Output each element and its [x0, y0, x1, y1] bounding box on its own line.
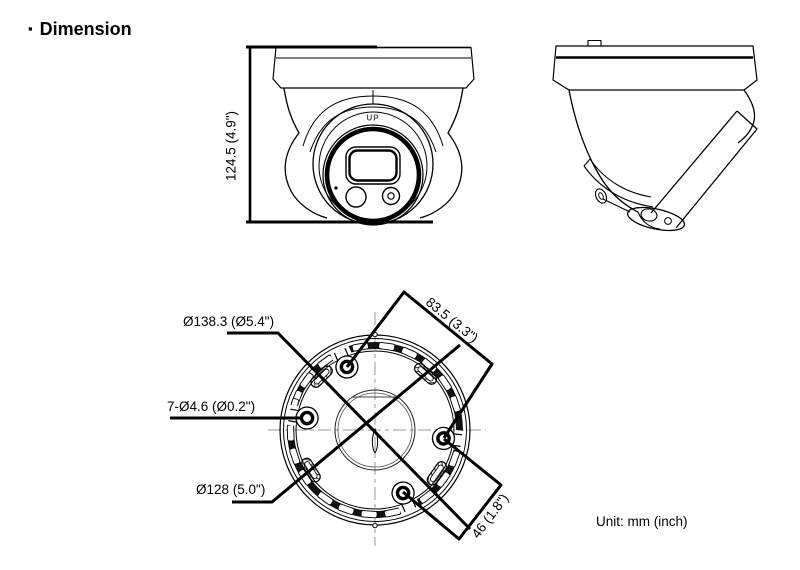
- front-shroud-right: [420, 88, 463, 218]
- side-view-drawing: [553, 41, 757, 235]
- side-cap-tab: [588, 41, 601, 47]
- side-lens-strip-inner: [651, 111, 737, 213]
- base-diameter-label: Ø128 (5.0"): [196, 482, 266, 497]
- side-hinge-screw: [593, 187, 608, 205]
- side-dome-left: [569, 90, 638, 212]
- unit-note: Unit: mm (inch): [596, 514, 688, 529]
- front-led-right: [383, 188, 400, 205]
- section-title: Dimension: [39, 19, 132, 39]
- front-lens-ring: [327, 129, 419, 221]
- front-mic-hole: [334, 186, 337, 189]
- front-view-drawing: [246, 47, 474, 225]
- front-cap-outline: [273, 48, 474, 89]
- square-bullet-icon: ▪: [28, 21, 33, 36]
- side-cap-outline: [553, 46, 757, 90]
- hole-pitch-short-label: 46 (1.8"): [468, 490, 512, 542]
- hole-pitch-long-label: 83.5 (3.3"): [422, 294, 482, 346]
- front-led-left: [346, 187, 366, 207]
- up-marking-label: UP: [366, 113, 380, 123]
- bottom-view-drawing: [170, 292, 501, 546]
- section-heading: [28, 19, 132, 40]
- screw-hole-label: 7-Ø4.6 (Ø0.2"): [167, 399, 256, 414]
- height-dimension-label: 124.5 (4.9"): [223, 110, 239, 182]
- outer-diameter-label: Ø138.3 (Ø5.4"): [183, 314, 275, 329]
